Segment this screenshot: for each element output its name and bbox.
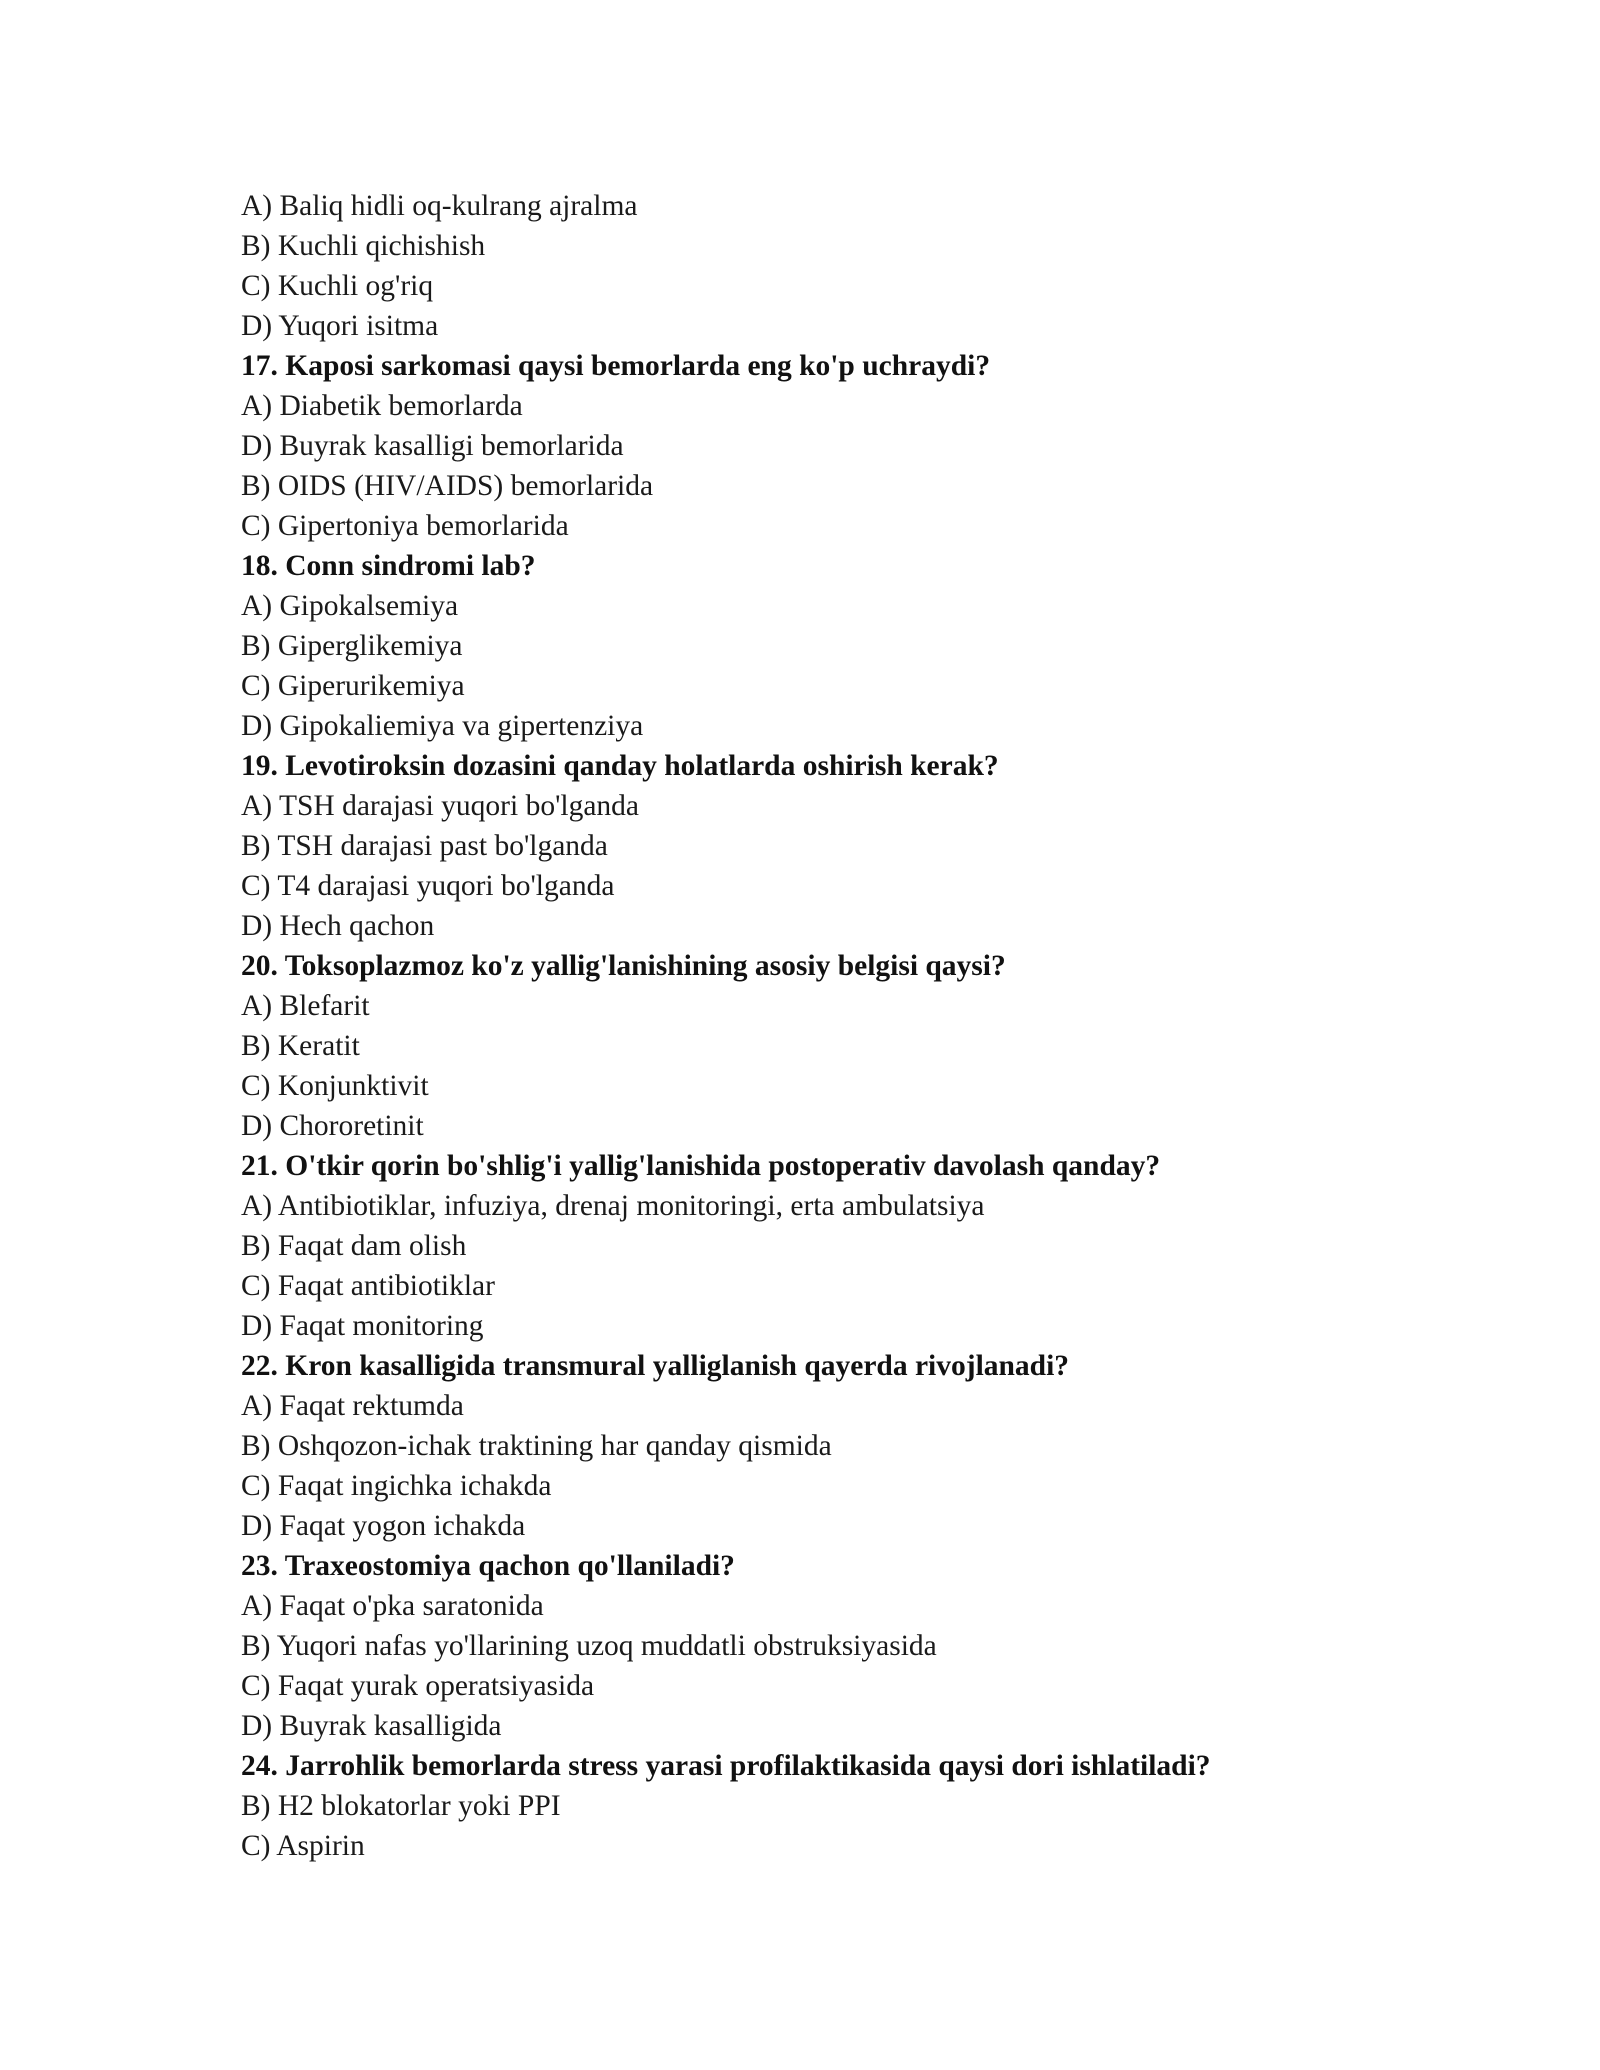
option-line: D) Gipokaliemiya va gipertenziya [241, 710, 644, 742]
option-line: D) Faqat monitoring [241, 1310, 484, 1342]
option-line: B) Keratit [241, 1030, 360, 1062]
option-line: B) Faqat dam olish [241, 1230, 467, 1262]
option-line: C) T4 darajasi yuqori bo'lganda [241, 870, 615, 902]
question-21: 21. O'tkir qorin bo'shlig'i yallig'lanishida postoperativ davolash qanday? [241, 1150, 1161, 1182]
option-line: B) OIDS (HIV/AIDS) bemorlarida [241, 470, 654, 502]
option-line: C) Faqat ingichka ichakda [241, 1470, 552, 1502]
option-line: D) Yuqori isitma [241, 310, 439, 342]
option-line: C) Gipertoniya bemorlarida [241, 510, 569, 542]
option-line: A) Gipokalsemiya [241, 590, 459, 622]
document-body [241, 186, 1441, 1866]
question-19: 19. Levotiroksin dozasini qanday holatlarda oshirish kerak? [241, 750, 999, 782]
option-line: A) Faqat o'pka saratonida [241, 1590, 544, 1622]
option-line: A) Diabetik bemorlarda [241, 390, 523, 422]
option-line: A) Antibiotiklar, infuziya, drenaj monitoringi, erta ambulatsiya [241, 1190, 985, 1222]
option-line: B) Giperglikemiya [241, 630, 463, 662]
option-line: D) Chororetinit [241, 1110, 424, 1142]
option-line: D) Hech qachon [241, 910, 435, 942]
option-line: A) TSH darajasi yuqori bo'lganda [241, 790, 640, 822]
option-line: C) Aspirin [241, 1830, 365, 1862]
option-line: A) Faqat rektumda [241, 1390, 464, 1422]
option-line: C) Giperurikemiya [241, 670, 465, 702]
option-line: B) H2 blokatorlar yoki PPI [241, 1790, 561, 1822]
option-line: D) Buyrak kasalligida [241, 1710, 502, 1742]
option-line: A) Blefarit [241, 990, 370, 1022]
question-24: 24. Jarrohlik bemorlarda stress yarasi profilaktikasida qaysi dori ishlatiladi? [241, 1750, 1211, 1782]
option-line: B) Oshqozon-ichak traktining har qanday qismida [241, 1430, 832, 1462]
option-line: B) TSH darajasi past bo'lganda [241, 830, 608, 862]
question-22: 22. Kron kasalligida transmural yalliglanish qayerda rivojlanadi? [241, 1350, 1070, 1382]
option-line: C) Faqat yurak operatsiyasida [241, 1670, 595, 1702]
option-line: B) Yuqori nafas yo'llarining uzoq muddatli obstruksiyasida [241, 1630, 937, 1662]
option-line: C) Konjunktivit [241, 1070, 429, 1102]
question-20: 20. Toksoplazmoz ko'z yallig'lanishining asosiy belgisi qaysi? [241, 950, 1006, 982]
option-line: C) Kuchli og'riq [241, 270, 434, 302]
question-17: 17. Kaposi sarkomasi qaysi bemorlarda eng ko'p uchraydi? [241, 350, 991, 382]
question-23: 23. Traxeostomiya qachon qo'llaniladi? [241, 1550, 735, 1582]
option-line: C) Faqat antibiotiklar [241, 1270, 495, 1302]
option-line: D) Faqat yogon ichakda [241, 1510, 526, 1542]
option-line: D) Buyrak kasalligi bemorlarida [241, 430, 624, 462]
option-line: A) Baliq hidli oq-kulrang ajralma [241, 190, 638, 222]
question-18: 18. Conn sindromi lab? [241, 550, 536, 582]
option-line: B) Kuchli qichishish [241, 230, 486, 262]
